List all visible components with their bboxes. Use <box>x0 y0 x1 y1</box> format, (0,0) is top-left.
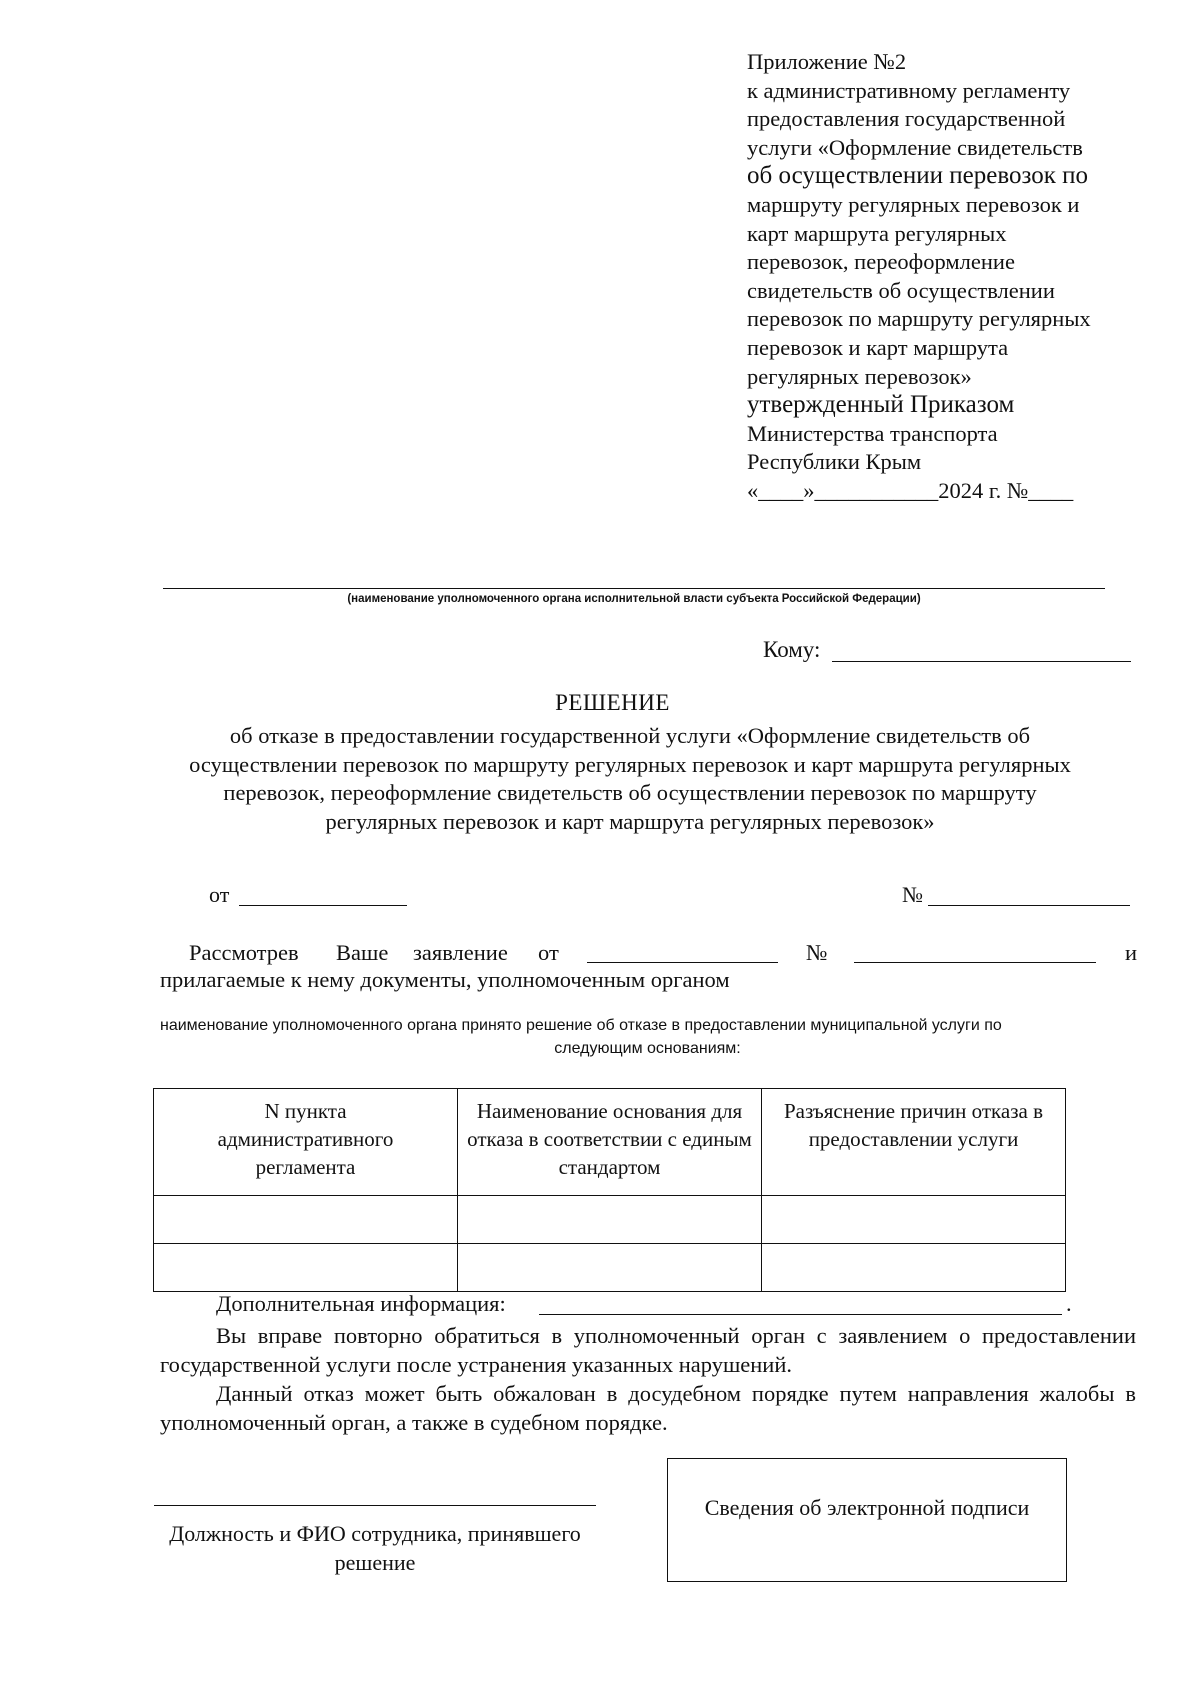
table-cell[interactable] <box>154 1244 458 1292</box>
application-date-field[interactable] <box>587 962 778 963</box>
considering-word: от <box>538 940 559 965</box>
column-header: N пункта административного регламента <box>154 1089 458 1196</box>
considering-word: Ваше <box>336 940 389 965</box>
basis-line-2: следующим основаниям: <box>554 1040 741 1057</box>
appendix-line: к административному регламенту <box>747 77 1071 103</box>
recipient-field[interactable] <box>832 661 1131 662</box>
appendix-line: перевозок, переоформление <box>747 249 1015 275</box>
column-header: Разъяснение причин отказа в предоставлении услуги <box>762 1089 1066 1196</box>
table-row <box>154 1196 1066 1244</box>
appendix-line: перевозок по маршруту регулярных <box>747 306 1091 332</box>
refusal-reasons-table <box>153 1088 1066 1292</box>
table-cell[interactable] <box>154 1196 458 1244</box>
additional-info-end: . <box>1066 1291 1072 1316</box>
from-label: от <box>209 882 230 907</box>
electronic-signature-label: Сведения об электронной подписи <box>704 1495 1030 1520</box>
additional-info-field[interactable] <box>539 1314 1062 1315</box>
reapply-right-text: Вы вправе повторно обратиться в уполномоченный орган с заявлением о предоставлении государственной услуги после устранения указанных нарушений. <box>160 1323 1136 1377</box>
appendix-line: предоставления государственной <box>747 106 1066 132</box>
appendix-date-line: «____»___________2024 г. №____ <box>747 477 1074 503</box>
considering-word: и <box>1125 940 1138 965</box>
appendix-line: регулярных перевозок» <box>747 363 972 389</box>
table-cell[interactable] <box>762 1244 1066 1292</box>
signature-field[interactable] <box>154 1505 596 1506</box>
table-cell[interactable] <box>458 1244 762 1292</box>
appendix-line: услуги «Оформление свидетельств <box>747 134 1083 160</box>
table-header-row <box>154 1089 1066 1196</box>
considering-word: № <box>806 940 828 965</box>
appendix-line: карт маршрута регулярных <box>747 220 1007 246</box>
considering-row <box>189 940 1139 970</box>
considering-word: заявление <box>413 940 508 965</box>
column-header: Наименование основания для отказа в соответствии с единым стандартом <box>458 1089 762 1196</box>
appendix-header <box>747 48 1167 506</box>
appendix-line: Республики Крым <box>747 449 922 475</box>
table-cell[interactable] <box>762 1196 1066 1244</box>
additional-info-label: Дополнительная информация: <box>216 1291 506 1316</box>
considering-line-2: прилагаемые к нему документы, уполномоченным органом <box>160 967 730 992</box>
decision-date-field[interactable] <box>239 905 407 906</box>
appendix-line: об осуществлении перевозок по <box>747 162 1088 190</box>
number-label: № <box>902 882 923 907</box>
decision-subtitle: об отказе в предоставлении государственной услуги «Оформление свидетельств об осуществлении перевозок по маршруту регулярных перевозок и карт маршрута регулярных перевозок, переоформление свидетельств об осуществлении перевозок по маршруту регулярных перевозок и карт маршрута регулярных перевозок» <box>189 723 1071 834</box>
appendix-line: Министерства транспорта <box>747 420 998 446</box>
to-label: Кому: <box>763 637 821 662</box>
table-row <box>154 1244 1066 1292</box>
basis-line-1: наименование уполномоченного органа принято решение об отказе в предоставлении муниципальной услуги по <box>160 1017 1002 1034</box>
decision-title: РЕШЕНИЕ <box>555 690 670 715</box>
authority-caption: (наименование уполномоченного органа исполнительной власти субъекта Российской Федерации) <box>347 593 921 605</box>
appendix-line: Приложение №2 <box>747 49 907 74</box>
appendix-line: утвержденный Приказом <box>747 391 1015 419</box>
considering-word: Рассмотрев <box>189 940 299 965</box>
decision-number-field[interactable] <box>928 905 1130 906</box>
appendix-line: перевозок и карт маршрута <box>747 334 1009 360</box>
appendix-line: свидетельств об осуществлении <box>747 277 1055 303</box>
signature-caption: Должность и ФИО сотрудника, принявшего решение <box>169 1521 581 1575</box>
authority-name-field[interactable] <box>163 588 1105 589</box>
table-cell[interactable] <box>458 1196 762 1244</box>
application-number-field[interactable] <box>854 962 1096 963</box>
appendix-line: маршруту регулярных перевозок и <box>747 191 1080 217</box>
appeal-text: Данный отказ может быть обжалован в досудебном порядке путем направления жалобы в уполномоченный орган, а также в судебном порядке. <box>160 1381 1136 1435</box>
